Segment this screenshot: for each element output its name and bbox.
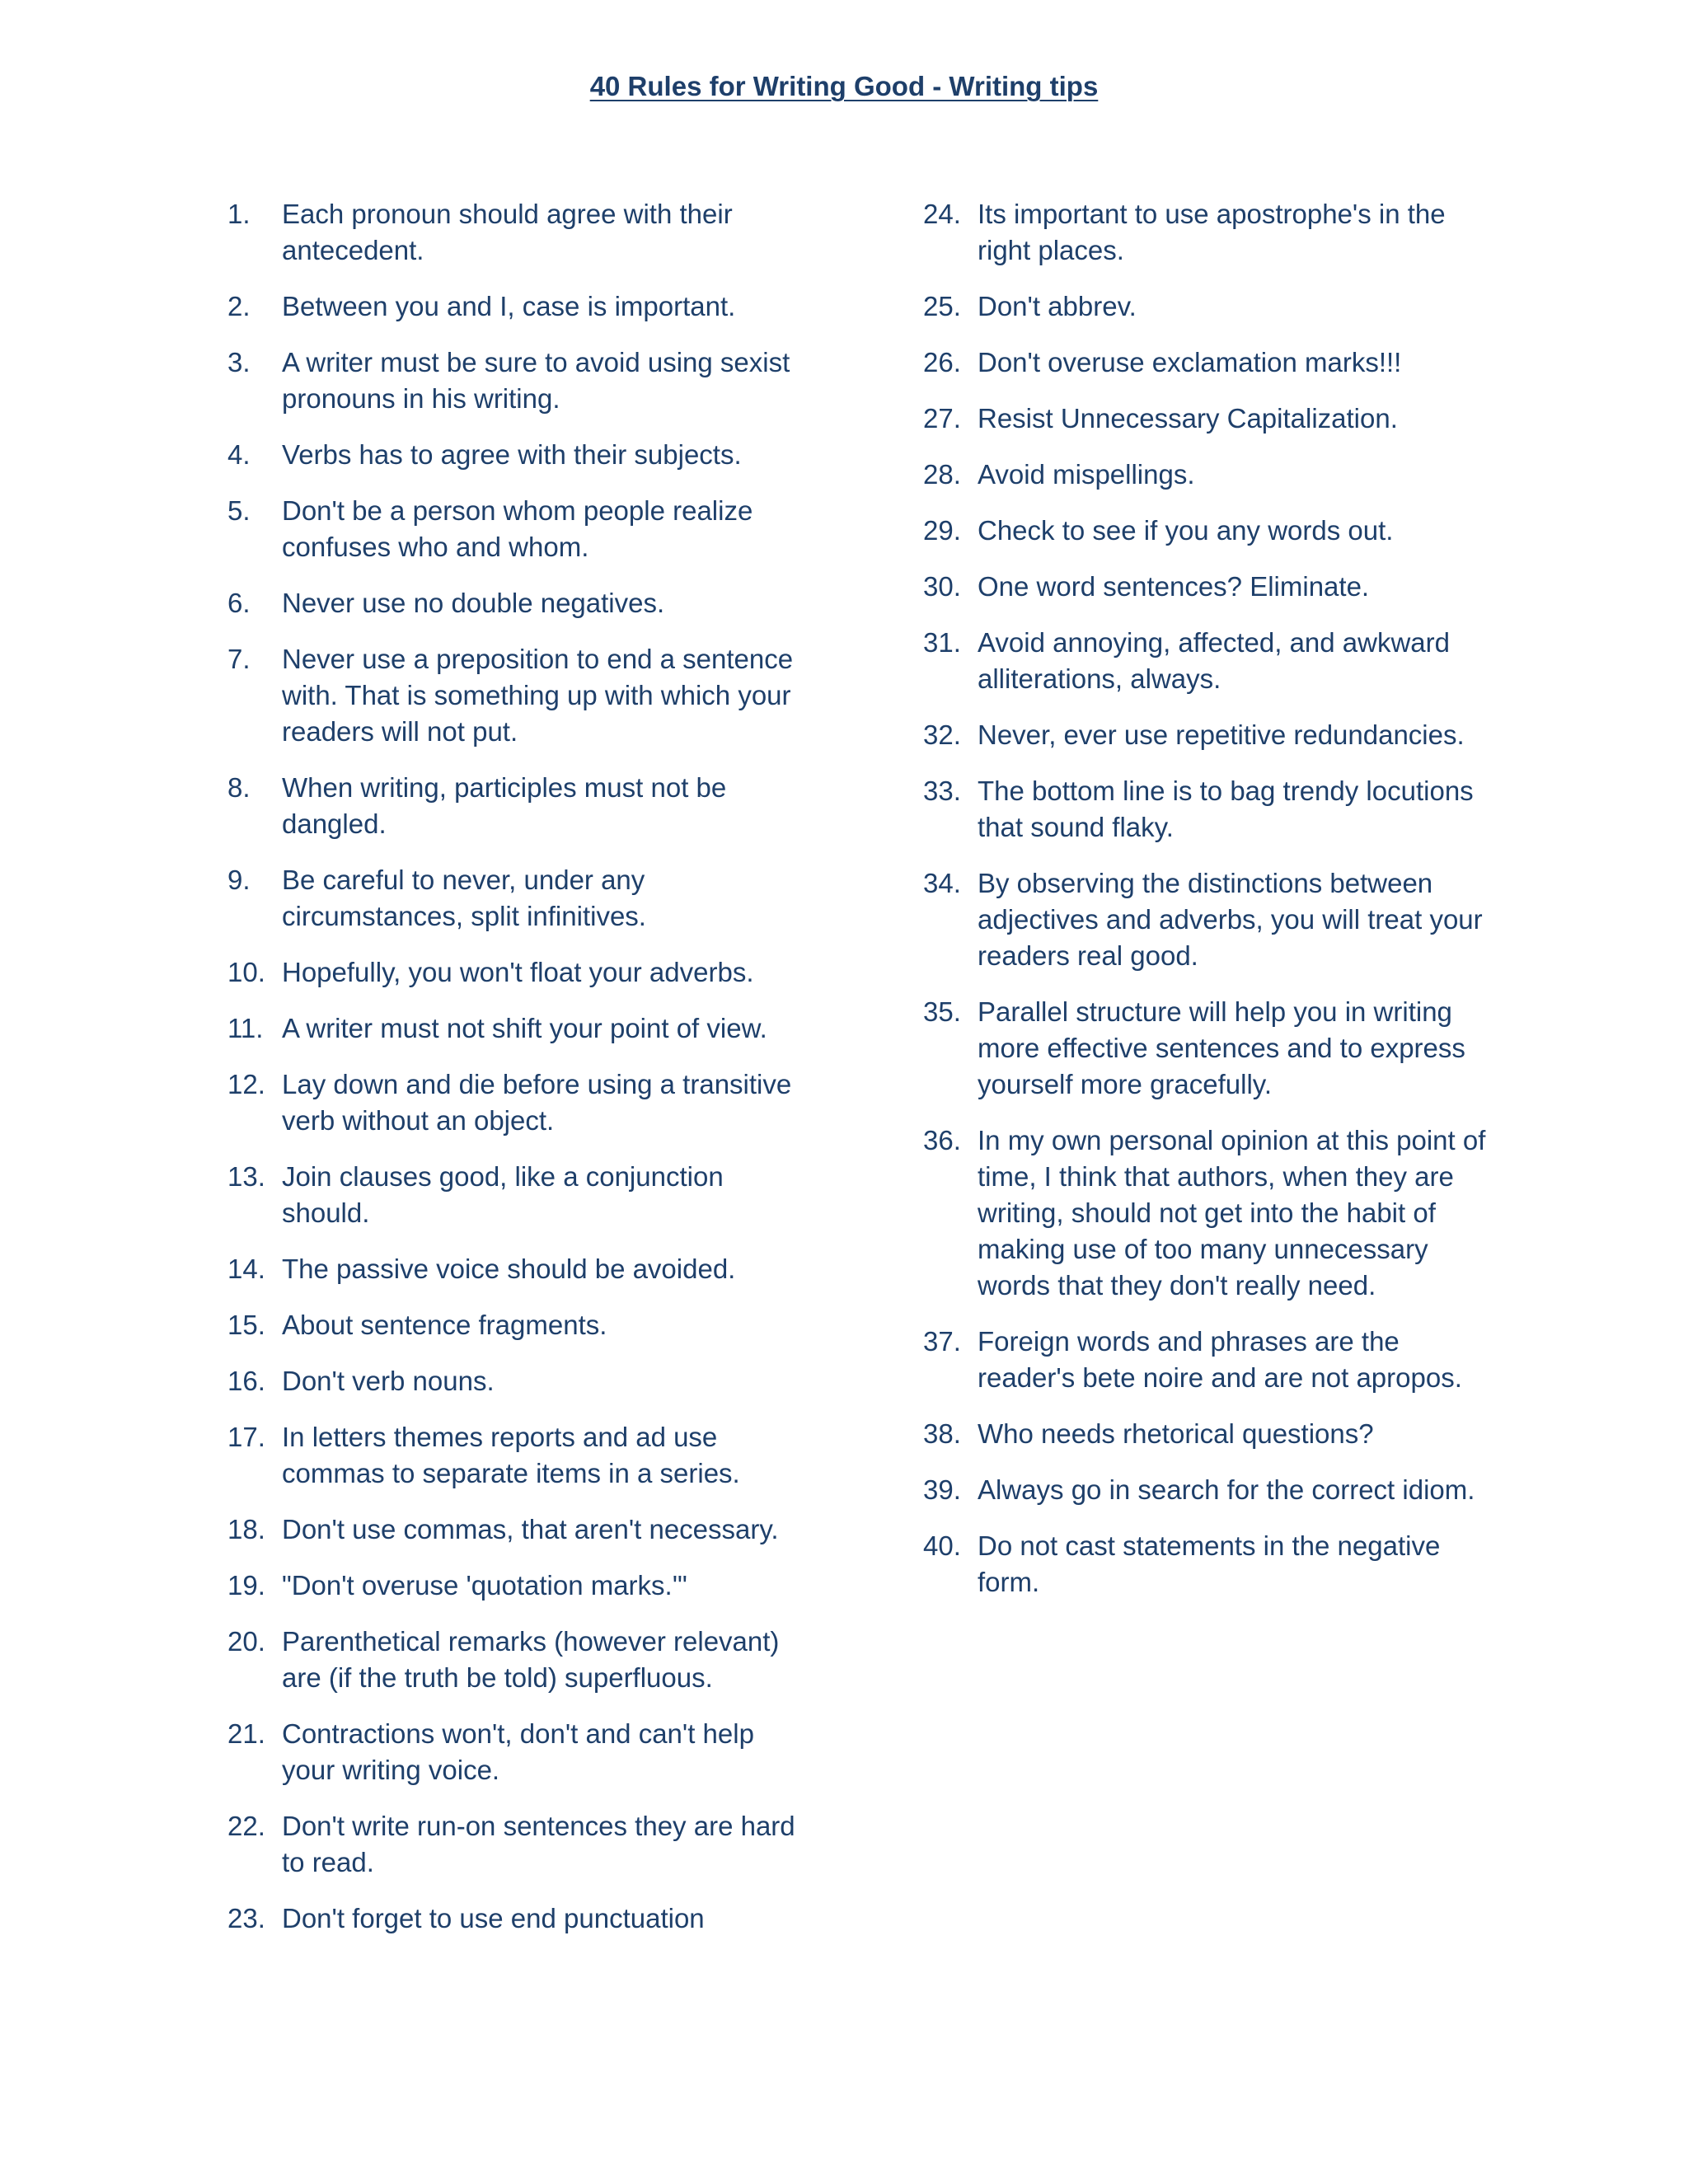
list-item xyxy=(227,437,804,473)
rule-number: 35. xyxy=(923,996,961,1027)
list-item xyxy=(227,1419,804,1492)
rule-text: The bottom line is to bag trendy locutions that sound flaky. xyxy=(978,776,1474,842)
rule-number: 8. xyxy=(227,772,251,803)
rule-text: Avoid annoying, affected, and awkward alliterations, always. xyxy=(978,627,1451,694)
rule-number: 28. xyxy=(923,459,961,490)
rule-text: Don't forget to use end punctuation xyxy=(282,1903,705,1933)
rule-number: 22. xyxy=(227,1811,265,1841)
rule-text: Its important to use apostrophe's in the right places. xyxy=(978,199,1446,265)
rule-number: 30. xyxy=(923,571,961,602)
rule-text: Never, ever use repetitive redundancies. xyxy=(978,719,1465,750)
list-item xyxy=(227,1307,804,1343)
list-item xyxy=(923,865,1500,974)
rule-number: 37. xyxy=(923,1326,961,1357)
list-item xyxy=(227,585,804,621)
rule-text: Don't be a person whom people realize confuses who and whom. xyxy=(282,495,753,562)
list-item xyxy=(923,1324,1500,1396)
list-item xyxy=(227,862,804,935)
list-item xyxy=(923,1472,1500,1508)
rule-number: 36. xyxy=(923,1125,961,1155)
rule-text: Foreign words and phrases are the reader's bete noire and are not apropos. xyxy=(978,1326,1462,1393)
rule-number: 1. xyxy=(227,199,251,229)
rule-number: 9. xyxy=(227,865,251,895)
rule-number: 18. xyxy=(227,1514,265,1544)
list-item xyxy=(923,401,1500,437)
list-item xyxy=(923,513,1500,549)
rule-text: Don't verb nouns. xyxy=(282,1366,495,1396)
rule-text: About sentence fragments. xyxy=(282,1310,607,1340)
rule-text: Parallel structure will help you in writing more effective sentences and to express yourself more gracefully. xyxy=(978,996,1465,1099)
rule-number: 11. xyxy=(227,1013,264,1043)
list-item xyxy=(923,569,1500,605)
list-item xyxy=(227,196,804,269)
list-item xyxy=(923,625,1500,697)
rule-text: A writer must not shift your point of view. xyxy=(282,1013,767,1043)
rule-text: Contractions won't, don't and can't help your writing voice. xyxy=(282,1718,754,1785)
list-item xyxy=(923,1416,1500,1452)
rule-text: Check to see if you any words out. xyxy=(978,515,1394,546)
rule-number: 25. xyxy=(923,291,961,321)
list-item xyxy=(227,1159,804,1231)
rules-column-left xyxy=(227,196,804,1957)
list-item xyxy=(923,457,1500,493)
rule-text: A writer must be sure to avoid using sexist pronouns in his writing. xyxy=(282,347,790,414)
list-item xyxy=(227,1568,804,1604)
list-item xyxy=(923,196,1500,269)
rule-text: In letters themes reports and ad use commas to separate items in a series. xyxy=(282,1422,740,1488)
rule-number: 27. xyxy=(923,403,961,434)
rule-text: Between you and I, case is important. xyxy=(282,291,736,321)
list-item xyxy=(227,1066,804,1139)
rule-number: 32. xyxy=(923,719,961,750)
list-item xyxy=(923,994,1500,1103)
rule-text: The passive voice should be avoided. xyxy=(282,1254,736,1284)
list-item xyxy=(227,1900,804,1937)
rule-number: 12. xyxy=(227,1069,265,1099)
list-item xyxy=(923,1528,1500,1601)
rule-text: Join clauses good, like a conjunction should. xyxy=(282,1161,724,1228)
rule-text: Resist Unnecessary Capitalization. xyxy=(978,403,1398,434)
list-item xyxy=(923,288,1500,325)
rule-text: When writing, participles must not be dangled. xyxy=(282,772,727,839)
rule-number: 3. xyxy=(227,347,251,377)
rule-number: 16. xyxy=(227,1366,265,1396)
list-item xyxy=(227,641,804,750)
rule-text: Verbs has to agree with their subjects. xyxy=(282,439,742,470)
list-item xyxy=(923,1122,1500,1304)
list-item xyxy=(227,1010,804,1047)
list-item xyxy=(923,344,1500,381)
list-item xyxy=(227,1363,804,1399)
list-item xyxy=(227,493,804,565)
rule-text: Be careful to never, under any circumstances, split infinitives. xyxy=(282,865,646,931)
rule-text: Always go in search for the correct idiom. xyxy=(978,1474,1475,1505)
list-item xyxy=(227,770,804,842)
rule-number: 38. xyxy=(923,1418,961,1449)
rule-number: 26. xyxy=(923,347,961,377)
rule-number: 29. xyxy=(923,515,961,546)
rule-number: 21. xyxy=(227,1718,265,1749)
rule-number: 2. xyxy=(227,291,251,321)
rule-text: In my own personal opinion at this point of time, I think that authors, when they are writing, should not get into the habit of making use of too many unnecessary words that they don't really need. xyxy=(978,1125,1486,1301)
list-item xyxy=(227,954,804,991)
list-item xyxy=(227,1251,804,1287)
rule-text: By observing the distinctions between adjectives and adverbs, you will treat your readers real good. xyxy=(978,868,1483,971)
list-item xyxy=(923,717,1500,753)
rule-number: 14. xyxy=(227,1254,265,1284)
rule-text: Hopefully, you won't float your adverbs. xyxy=(282,957,754,987)
list-item xyxy=(227,288,804,325)
list-item xyxy=(227,1808,804,1881)
rule-number: 34. xyxy=(923,868,961,898)
rule-number: 33. xyxy=(923,776,961,806)
rule-number: 23. xyxy=(227,1903,265,1933)
list-item xyxy=(227,1716,804,1788)
rule-number: 4. xyxy=(227,439,251,470)
list-item xyxy=(227,1624,804,1696)
rule-number: 24. xyxy=(923,199,961,229)
page-title: 40 Rules for Writing Good - Writing tips xyxy=(589,71,1099,101)
rule-number: 19. xyxy=(227,1570,265,1601)
rule-number: 31. xyxy=(923,627,961,658)
rule-number: 13. xyxy=(227,1161,265,1192)
rule-text: Don't use commas, that aren't necessary. xyxy=(282,1514,779,1544)
rule-number: 5. xyxy=(227,495,251,526)
rule-text: Don't write run-on sentences they are hard to read. xyxy=(282,1811,795,1877)
list-item xyxy=(227,344,804,417)
rule-text: "Don't overuse 'quotation marks.'" xyxy=(282,1570,687,1601)
rule-text: Who needs rhetorical questions? xyxy=(978,1418,1374,1449)
rule-number: 15. xyxy=(227,1310,265,1340)
rule-text: Never use a preposition to end a sentence with. That is something up with which your readers will not put. xyxy=(282,644,794,747)
rule-number: 39. xyxy=(923,1474,961,1505)
rule-number: 10. xyxy=(227,957,265,987)
rule-text: Parenthetical remarks (however relevant) are (if the truth be told) superfluous. xyxy=(282,1626,780,1693)
rule-number: 6. xyxy=(227,588,251,618)
rule-text: Do not cast statements in the negative form. xyxy=(978,1530,1441,1597)
rule-number: 17. xyxy=(227,1422,265,1452)
rule-number: 20. xyxy=(227,1626,265,1657)
rules-column-right xyxy=(923,196,1500,1620)
rule-text: Avoid mispellings. xyxy=(978,459,1195,490)
rule-text: Don't overuse exclamation marks!!! xyxy=(978,347,1402,377)
rule-text: Lay down and die before using a transitive verb without an object. xyxy=(282,1069,792,1136)
rule-text: Never use no double negatives. xyxy=(282,588,665,618)
rule-text: Don't abbrev. xyxy=(978,291,1137,321)
rule-text: One word sentences? Eliminate. xyxy=(978,571,1370,602)
rule-number: 7. xyxy=(227,644,251,674)
list-item xyxy=(227,1511,804,1548)
list-item xyxy=(923,773,1500,846)
rule-number: 40. xyxy=(923,1530,961,1561)
rule-text: Each pronoun should agree with their antecedent. xyxy=(282,199,733,265)
